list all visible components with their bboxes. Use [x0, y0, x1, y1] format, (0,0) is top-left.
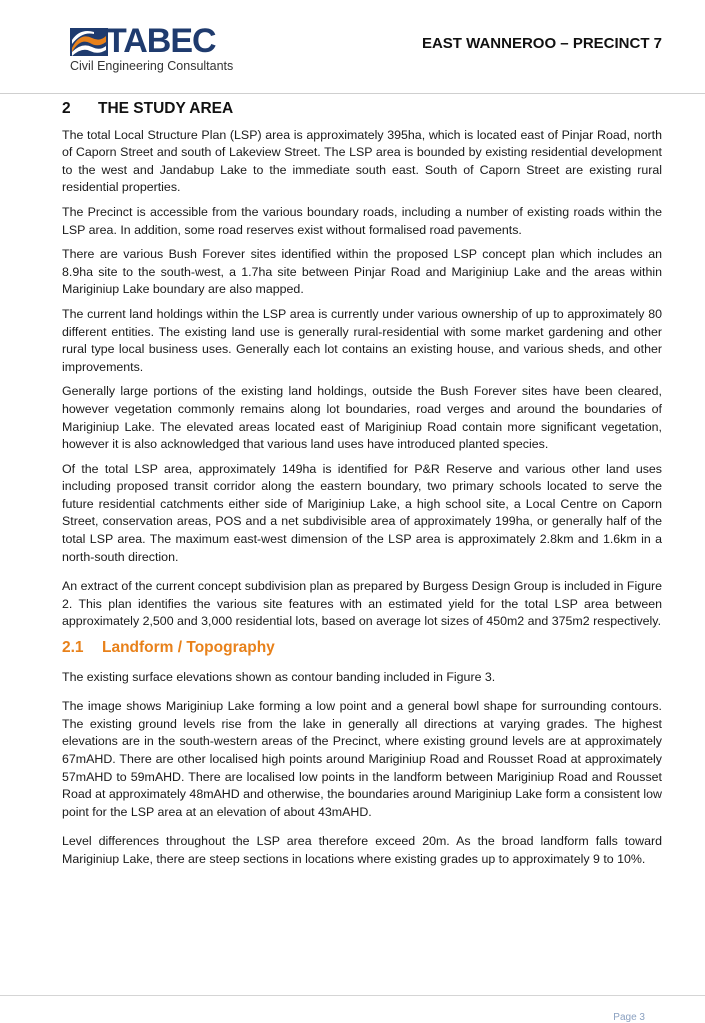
paragraph: The current land holdings within the LSP area is currently under various ownership of up to approximately 80 different entities. The existing land use is generally rural-residential with some market gardening and other rural type local business uses. Generally each lot contains an existing house, and various sheds, and other improvements.	[62, 306, 662, 374]
paragraph: Level differences throughout the LSP area therefore exceed 20m. As the broad landform falls toward Mariginiup Lake, there are steep sections in locations where existing grades up to approximately 9 to 10%.	[62, 834, 662, 866]
paragraph: The Precinct is accessible from the various boundary roads, including a number of existing roads within the LSP area. In addition, some road reserves exist without formalised road pavements.	[62, 204, 662, 237]
section-number: 2	[62, 100, 71, 117]
section-title: THE STUDY AREA	[98, 100, 234, 117]
paragraph: An extract of the current concept subdivision plan as prepared by Burgess Design Group is included in Figure 2. This plan identifies the various site features with an estimated yield for the total LSP area between approximately 2,500 and 3,000 residential lots, based on average lot sizes of 450m2 and 375m2 respectively.	[62, 579, 662, 629]
paragraph: The total Local Structure Plan (LSP) area is approximately 395ha, which is located east of Pinjar Road, north of Caporn Street and south of Lakeview Street. The LSP area is bounded by existing residential development to the west and Jandabup Lake to the immediate south east. South of Caporn Street are existing rural residential properties.	[62, 127, 662, 195]
page-header	[0, 0, 705, 95]
page-number: Page 3	[613, 1012, 645, 1023]
tabec-logo	[70, 22, 245, 78]
subsection-number: 2.1	[62, 639, 84, 657]
wave-icon	[70, 28, 108, 56]
page-body	[62, 100, 662, 876]
document-title: EAST WANNEROO – PRECINCT 7	[421, 35, 662, 52]
paragraph: There are various Bush Forever sites identified within the proposed LSP concept plan which includes an 8.9ha site to the south-west, a 1.7ha site between Pinjar Road and Mariginiup Lake and the areas within Mariginiup Lake boundary are also mapped.	[62, 247, 662, 297]
section-heading	[62, 100, 662, 118]
paragraph: Generally large portions of the existing land holdings, outside the Bush Forever sites have been cleared, however vegetation commonly remains along lot boundaries, road verges and around the boundaries of Mariginiup Lake. The elevated areas located east of Mariginiup Road contain more significant vegetation, however it is also acknowledged that various land uses have introduced planted species.	[62, 384, 662, 452]
subsection-title: Landform / Topography	[102, 639, 275, 657]
paragraph: The existing surface elevations shown as contour banding included in Figure 3.	[62, 669, 496, 684]
logo-subtitle: Civil Engineering Consultants	[70, 59, 234, 73]
footer-divider	[0, 995, 705, 996]
paragraph: The image shows Mariginiup Lake forming a low point and a general bowl shape for surrounding contours. The existing ground levels rise from the lake in generally all directions at varying grades. The highest elevations are in the south-western areas of the Precinct, where existing ground levels are at approximately 67mAHD. There are other localised high points around Mariginiup Road and Rousset Road at approximately 57mAHD to 59mAHD. There are localised low points in the landform between Mariginiup Road and Rousset Road at approximately 48mAHD and otherwise, the boundaries around Mariginiup Lake form a consistent low point for the LSP area at an elevation of about 43mAHD.	[62, 699, 662, 819]
subsection-heading	[62, 639, 662, 657]
paragraph: Of the total LSP area, approximately 149ha is identified for P&R Reserve and various other land uses including proposed transit corridor along the eastern boundary, two primary schools located to serve the future residential catchments either side of Mariginiup Lake, a high school site, a Local Centre on Caporn Street, conservation areas, POS and a net subdivisible area of approximately 199ha, or generally half of the total LSP area. The maximum east-west dimension of the LSP area is approximately 2.8km and 1.6km in a north-south direction.	[62, 461, 662, 564]
logo-wordmark: TABEC	[106, 22, 216, 60]
header-divider	[0, 93, 705, 94]
